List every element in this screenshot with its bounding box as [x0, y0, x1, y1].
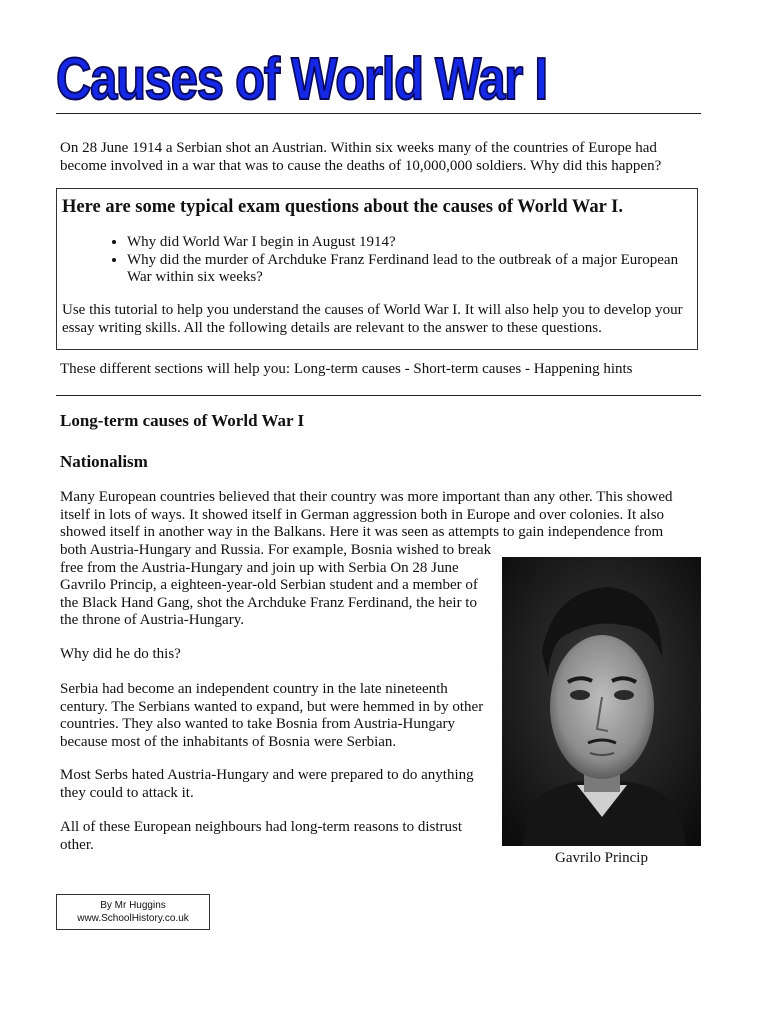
long-term-heading: Long-term causes of World War I: [60, 411, 305, 430]
exam-question: • Why did World War I begin in August 1914?: [127, 234, 682, 252]
intro-paragraph: On 28 June 1914 a Serbian shot an Austrian. Within six weeks many of the countries of Europe had become involved in a war that was to cause the deaths of 10,000,000 soldiers. Why did this happen?: [60, 140, 662, 174]
title-divider: [56, 113, 701, 114]
gavrilo-princip-photo: [502, 557, 701, 846]
exam-box-heading: Here are some typical exam questions about the causes of World War I.: [62, 197, 623, 217]
nationalism-paragraph-wrap: both Austria-Hungary and Russia. For example, Bosnia wished to break free from the Austria-Hungary and join up with Serbia On 28 June Gavrilo Princip, a eighteen-year-old Serbian student and a member of the Black Hand Gang, shot the Archduke Franz Ferdinand, the heir to the throne of Austria-Hungary.: [60, 542, 492, 628]
author-name: By Mr Huggins: [100, 900, 166, 911]
sections-line: These different sections will help you: Long-term causes - Short-term causes - Happening hints: [60, 361, 633, 377]
distrust-paragraph: All of these European neighbours had long-term reasons to distrust other.: [60, 819, 462, 853]
section-divider: [56, 395, 701, 396]
page-title: Causes of World War I: [56, 46, 547, 112]
author-website: www.SchoolHistory.co.uk: [77, 913, 189, 924]
nationalism-paragraph-full: Many European countries believed that their country was more important than any other. This showed itself in lots of ways. It showed itself in German aggression both in Europe and over colonies. It also showed itself in another way in the Balkans. Here it was seen as attempts to gain independence from: [60, 489, 673, 540]
exam-questions-box: [56, 188, 698, 350]
exam-questions-list: [105, 234, 682, 287]
exam-question: • Why did the murder of Archduke Franz Ferdinand lead to the outbreak of a major European War within six weeks?: [127, 252, 682, 287]
why-question: Why did he do this?: [60, 646, 181, 662]
photo-caption: Gavrilo Princip: [555, 850, 648, 866]
serbia-paragraph: Serbia had become an independent country in the late nineteenth century. The Serbians wanted to expand, but were hemmed in by other countries. They also wanted to take Bosnia from Austria-Hungary because most of the inhabitants of Bosnia were Serbian.: [60, 681, 484, 750]
serbs-paragraph: Most Serbs hated Austria-Hungary and were prepared to do anything they could to attack it.: [60, 767, 474, 801]
author-credit-box: [56, 894, 210, 930]
tutorial-usage-text: Use this tutorial to help you understand the causes of World War I. It will also help you to develop your essay writing skills. All the following details are relevant to the answer to these questions.: [62, 302, 683, 336]
nationalism-subheading: Nationalism: [60, 452, 148, 471]
